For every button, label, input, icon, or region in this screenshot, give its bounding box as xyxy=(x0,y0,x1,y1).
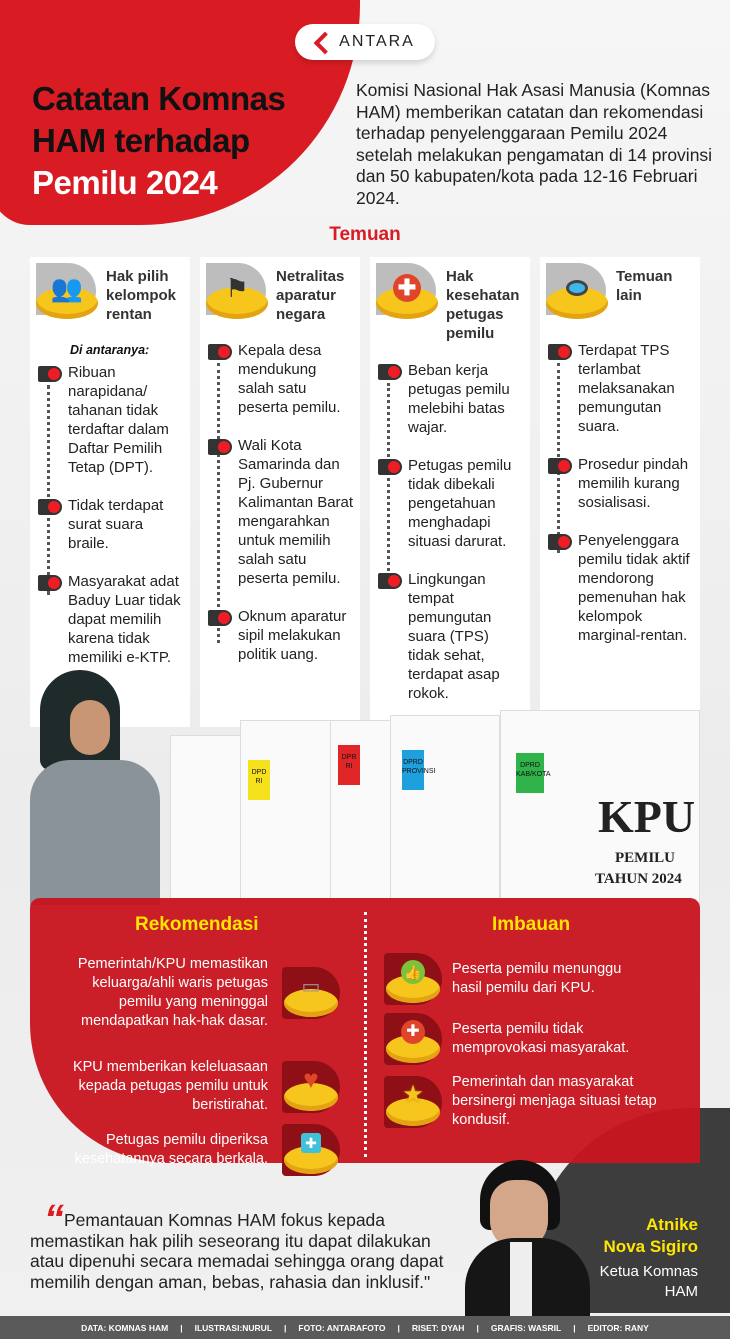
list-item: Masyarakat adat Baduy Luar tidak dapat memilih karena tidak memiliki e-KTP. xyxy=(36,572,184,667)
speaker-name: Atnike xyxy=(646,1215,698,1234)
credits-footer: DATA: KOMNAS HAM | ILUSTRASI:NURUL | FOTO: ANTARAFOTO | RISET: DYAH | GRAFIS: WASRIL | EDITOR: RANY xyxy=(0,1316,730,1339)
list-item: Penyelenggara pemilu tidak aktif mendorong pemenuhan hak kelompok marginal-rentan. xyxy=(546,531,694,645)
speaker-role: Ketua Komnas xyxy=(599,1263,698,1280)
list-item: Oknum aparatur sipil melakukan politik uang. xyxy=(206,607,354,664)
thumbs-up-icon: 👍 xyxy=(380,953,442,1005)
bullet-icon xyxy=(378,364,402,380)
card-title: Hak kesehatan petugas pemilu xyxy=(446,268,520,342)
rekomendasi-item: KPU memberikan keleluasaan kepada petugas pemilu untuk beristirahat. ♥ xyxy=(50,1058,350,1115)
imbauan-item: ★ Pemerintah dan masyarakat bersinergi menjaga situasi tetap kondusif. xyxy=(380,1073,680,1130)
panel-divider xyxy=(364,912,367,1157)
card-title: Temuan lain xyxy=(616,268,673,304)
antara-logo xyxy=(295,24,435,60)
list-item: Terdapat TPS terlambat melaksanakan pemungutan suara. xyxy=(546,341,694,436)
bullet-icon xyxy=(38,499,62,515)
quote-mark-icon: “ xyxy=(44,1197,58,1241)
kpu-sub: TAHUN 2024 xyxy=(595,871,682,887)
box-tag: DPR RI xyxy=(338,745,360,785)
temuan-cards xyxy=(30,257,700,727)
bullet-icon xyxy=(378,459,402,475)
medical-cross-icon: ✚ xyxy=(376,263,440,321)
rekomendasi-item: Petugas pemilu diperiksa kesehatannya secara berkala. ✚ xyxy=(50,1124,350,1176)
rekomendasi-item: Pemerintah/KPU memastikan keluarga/ahli waris petugas pemilu yang meninggal mendapatkan hak-hak dasar. ▭ xyxy=(50,955,350,1031)
bullet-icon xyxy=(38,366,62,382)
title-line-3: Pemilu 2024 xyxy=(32,164,218,201)
temuan-heading: Temuan xyxy=(329,224,401,245)
box-tag: DPRD PROVINSI xyxy=(402,750,424,790)
imbauan-heading: Imbauan xyxy=(492,914,571,935)
bullet-icon xyxy=(548,458,572,474)
bullet-icon xyxy=(208,610,232,626)
heart-icon: ♥ xyxy=(278,1061,340,1113)
medical-cross-icon: ✚ xyxy=(380,1013,442,1065)
list-item: Prosedur pindah memilih kurang sosialisasi. xyxy=(546,455,694,512)
imbauan-item: ✚ Peserta pemilu tidak memprovokasi masyarakat. xyxy=(380,1013,680,1065)
speaker-portrait xyxy=(455,1160,600,1316)
title-line-1: Catatan Komnas xyxy=(32,80,286,117)
list-item: Tidak terdapat surat suara braile. xyxy=(36,496,184,553)
ballot-box-photo xyxy=(30,665,700,905)
magnifier-icon xyxy=(546,263,610,321)
credit-foto: FOTO: ANTARAFOTO xyxy=(298,1322,386,1333)
speaker-info xyxy=(600,1214,698,1302)
list-item: Kepala desa mendukung salah satu peserta pemilu. xyxy=(206,341,354,417)
credit-ilustrasi: ILUSTRASI:NURUL xyxy=(194,1322,273,1333)
temuan-card-lain xyxy=(540,257,700,727)
bullet-icon xyxy=(38,575,62,591)
intro-text: Komisi Nasional Hak Asasi Manusia (Komnas HAM) memberikan catatan dan rekomendasi terhadap penyelenggaraan Pemilu 2024 setelah melakukan pengamatan di 14 provinsi dan 50 kabupaten/kota pada 12-16 Februari 2024. xyxy=(356,80,713,208)
star-icon: ★ xyxy=(380,1076,442,1128)
card-title: Hak pilih kelompok rentan xyxy=(106,268,177,323)
health-check-icon: ✚ xyxy=(278,1124,340,1176)
people-group-icon: 👥 xyxy=(36,263,100,321)
gravestone-icon: ▭ xyxy=(278,967,340,1019)
list-item: Wali Kota Samarinda dan Pj. Gubernur Kalimantan Barat mengarahkan untuk memilih salah satu peserta pemilu. xyxy=(206,436,354,588)
card-subtitle: Di antaranya: xyxy=(70,343,150,357)
credit-grafis: GRAFIS: WASRIL xyxy=(490,1322,562,1333)
speaker-name-2: Nova Sigiro xyxy=(603,1237,698,1256)
bullet-icon xyxy=(208,344,232,360)
list-item: Petugas pemilu tidak dibekali pengetahuan menghadapi situasi darurat. xyxy=(376,456,524,551)
bullet-icon xyxy=(548,344,572,360)
bullet-icon xyxy=(208,439,232,455)
speaker-role-2: HAM xyxy=(664,1283,698,1300)
logo-text: ANTARA xyxy=(339,33,415,50)
temuan-card-netralitas xyxy=(200,257,360,727)
bullet-icon xyxy=(378,573,402,589)
box-tag: DPRD KAB/KOTA xyxy=(516,753,544,793)
quote-text: Pemantauan Komnas HAM fokus kepada memastikan hak pilih seseorang itu dapat dilakukan atau dipenuhi secara memadai sehingga orang dapat memilih dengan aman, bebas, rahasia dan inklusif." xyxy=(30,1210,444,1292)
flag-icon: ⚑ xyxy=(206,263,270,321)
credit-editor: EDITOR: RANY xyxy=(587,1322,649,1333)
quote-block xyxy=(30,1197,450,1292)
list-item: Beban kerja petugas pemilu melebihi batas wajar. xyxy=(376,361,524,437)
rekomendasi-heading: Rekomendasi xyxy=(135,914,259,935)
list-item: Lingkungan tempat pemungutan suara (TPS) tidak sehat, terdapat asap rokok. xyxy=(376,570,524,703)
bullet-icon xyxy=(548,534,572,550)
kpu-label: KPU xyxy=(598,791,696,842)
box-tag: DPD RI xyxy=(248,760,270,800)
officer-body xyxy=(30,760,160,905)
officer-face xyxy=(70,700,110,755)
credit-data: DATA: KOMNAS HAM xyxy=(81,1322,169,1333)
card-title: Netralitas aparatur negara xyxy=(276,268,345,323)
temuan-card-kelompok-rentan xyxy=(30,257,190,727)
page-title xyxy=(32,78,285,204)
title-line-2: HAM terhadap xyxy=(32,122,250,159)
temuan-card-kesehatan xyxy=(370,257,530,727)
kpu-sub: PEMILU xyxy=(615,850,675,866)
credit-riset: RISET: DYAH xyxy=(411,1322,465,1333)
list-item: Ribuan narapidana/ tahanan tidak terdaftar dalam Daftar Pemilih Tetap (DPT). xyxy=(36,363,184,477)
antara-logo-icon xyxy=(315,33,333,51)
imbauan-item: 👍 Peserta pemilu menunggu hasil pemilu dari KPU. xyxy=(380,953,680,1005)
